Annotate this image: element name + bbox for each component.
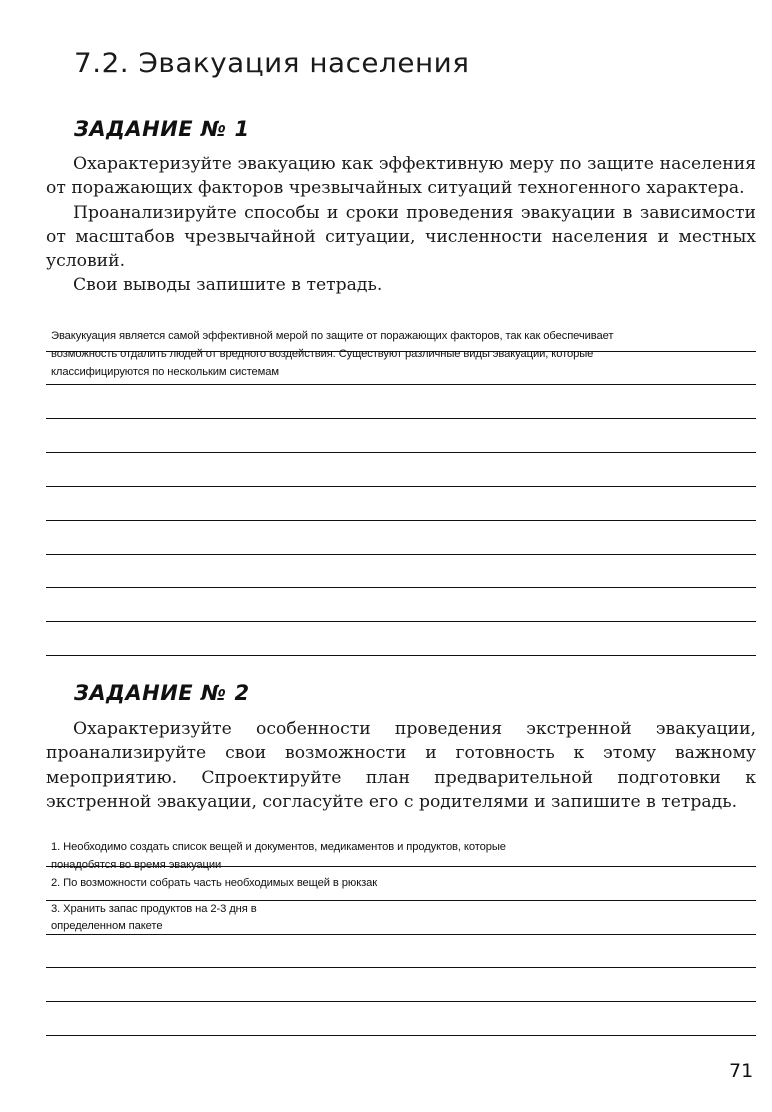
task-1-paragraph: Охарактеризуйте эвакуацию как эффективную меру по защите населения от поражающих факторов чрезвычайных ситуаций техногенного характера. — [46, 154, 756, 199]
answer-rule[interactable] — [46, 587, 756, 588]
answer-rule[interactable] — [46, 384, 756, 385]
answer-rule[interactable] — [46, 418, 756, 419]
answer-rule[interactable] — [46, 934, 756, 935]
answer-rule[interactable] — [46, 621, 756, 622]
answer-rule[interactable] — [46, 351, 756, 352]
task-1-paragraph: Проанализируйте способы и сроки проведения эвакуации в зависимости от масштабов чрезвычайной ситуации, численности населения и местных условий. — [46, 202, 756, 272]
page-number: 71 — [729, 1060, 754, 1082]
task-2-heading: ЗАДАНИЕ № 2 — [74, 681, 250, 705]
task-1-answer-line: возможность отдалить людей от вредного воздействия. Существуют различные виды эвакуации, которые — [51, 348, 594, 360]
task-1-text — [46, 152, 756, 298]
answer-rule[interactable] — [46, 967, 756, 968]
task-2-answer-line: 1. Необходимо создать список вещей и документов, медикаментов и продуктов, которые — [51, 841, 506, 853]
section-title: 7.2. Эвакуация населения — [74, 48, 470, 79]
task-2-answer-line: понадобятся во время эвакуации — [51, 859, 222, 871]
answer-rule[interactable] — [46, 1001, 756, 1002]
task-1-heading: ЗАДАНИЕ № 1 — [74, 117, 250, 141]
task-2-paragraph: Охарактеризуйте особенности проведения экстренной эвакуации, проанализируйте свои возможности и готовность к этому важному мероприятию. Спроектируйте план предварительной подготовки к экстренной эвакуации, согласуйте его с родителями и запишите в тетрадь. — [46, 719, 756, 812]
answer-rule[interactable] — [46, 1035, 756, 1036]
answer-rule[interactable] — [46, 520, 756, 521]
answer-rule[interactable] — [46, 486, 756, 487]
answer-rule[interactable] — [46, 655, 756, 656]
task-2-text — [46, 717, 756, 814]
task-2-answer-line: 3. Хранить запас продуктов на 2-3 дня в — [51, 903, 257, 915]
task-1-paragraph: Свои выводы запишите в тетрадь. — [73, 275, 383, 296]
task-2-answer-line: 2. По возможности собрать часть необходимых вещей в рюкзак — [51, 877, 378, 889]
answer-rule[interactable] — [46, 866, 756, 867]
answer-rule[interactable] — [46, 452, 756, 453]
task-2-answer-line: определенном пакете — [51, 920, 163, 932]
answer-rule[interactable] — [46, 554, 756, 555]
answer-rule[interactable] — [46, 900, 756, 901]
task-1-answer-line: Эвакукуация является самой эффективной мерой по защите от поражающих факторов, так как обеспечивает — [51, 330, 614, 342]
task-1-answer-line: классифицируются по нескольким системам — [51, 366, 279, 378]
